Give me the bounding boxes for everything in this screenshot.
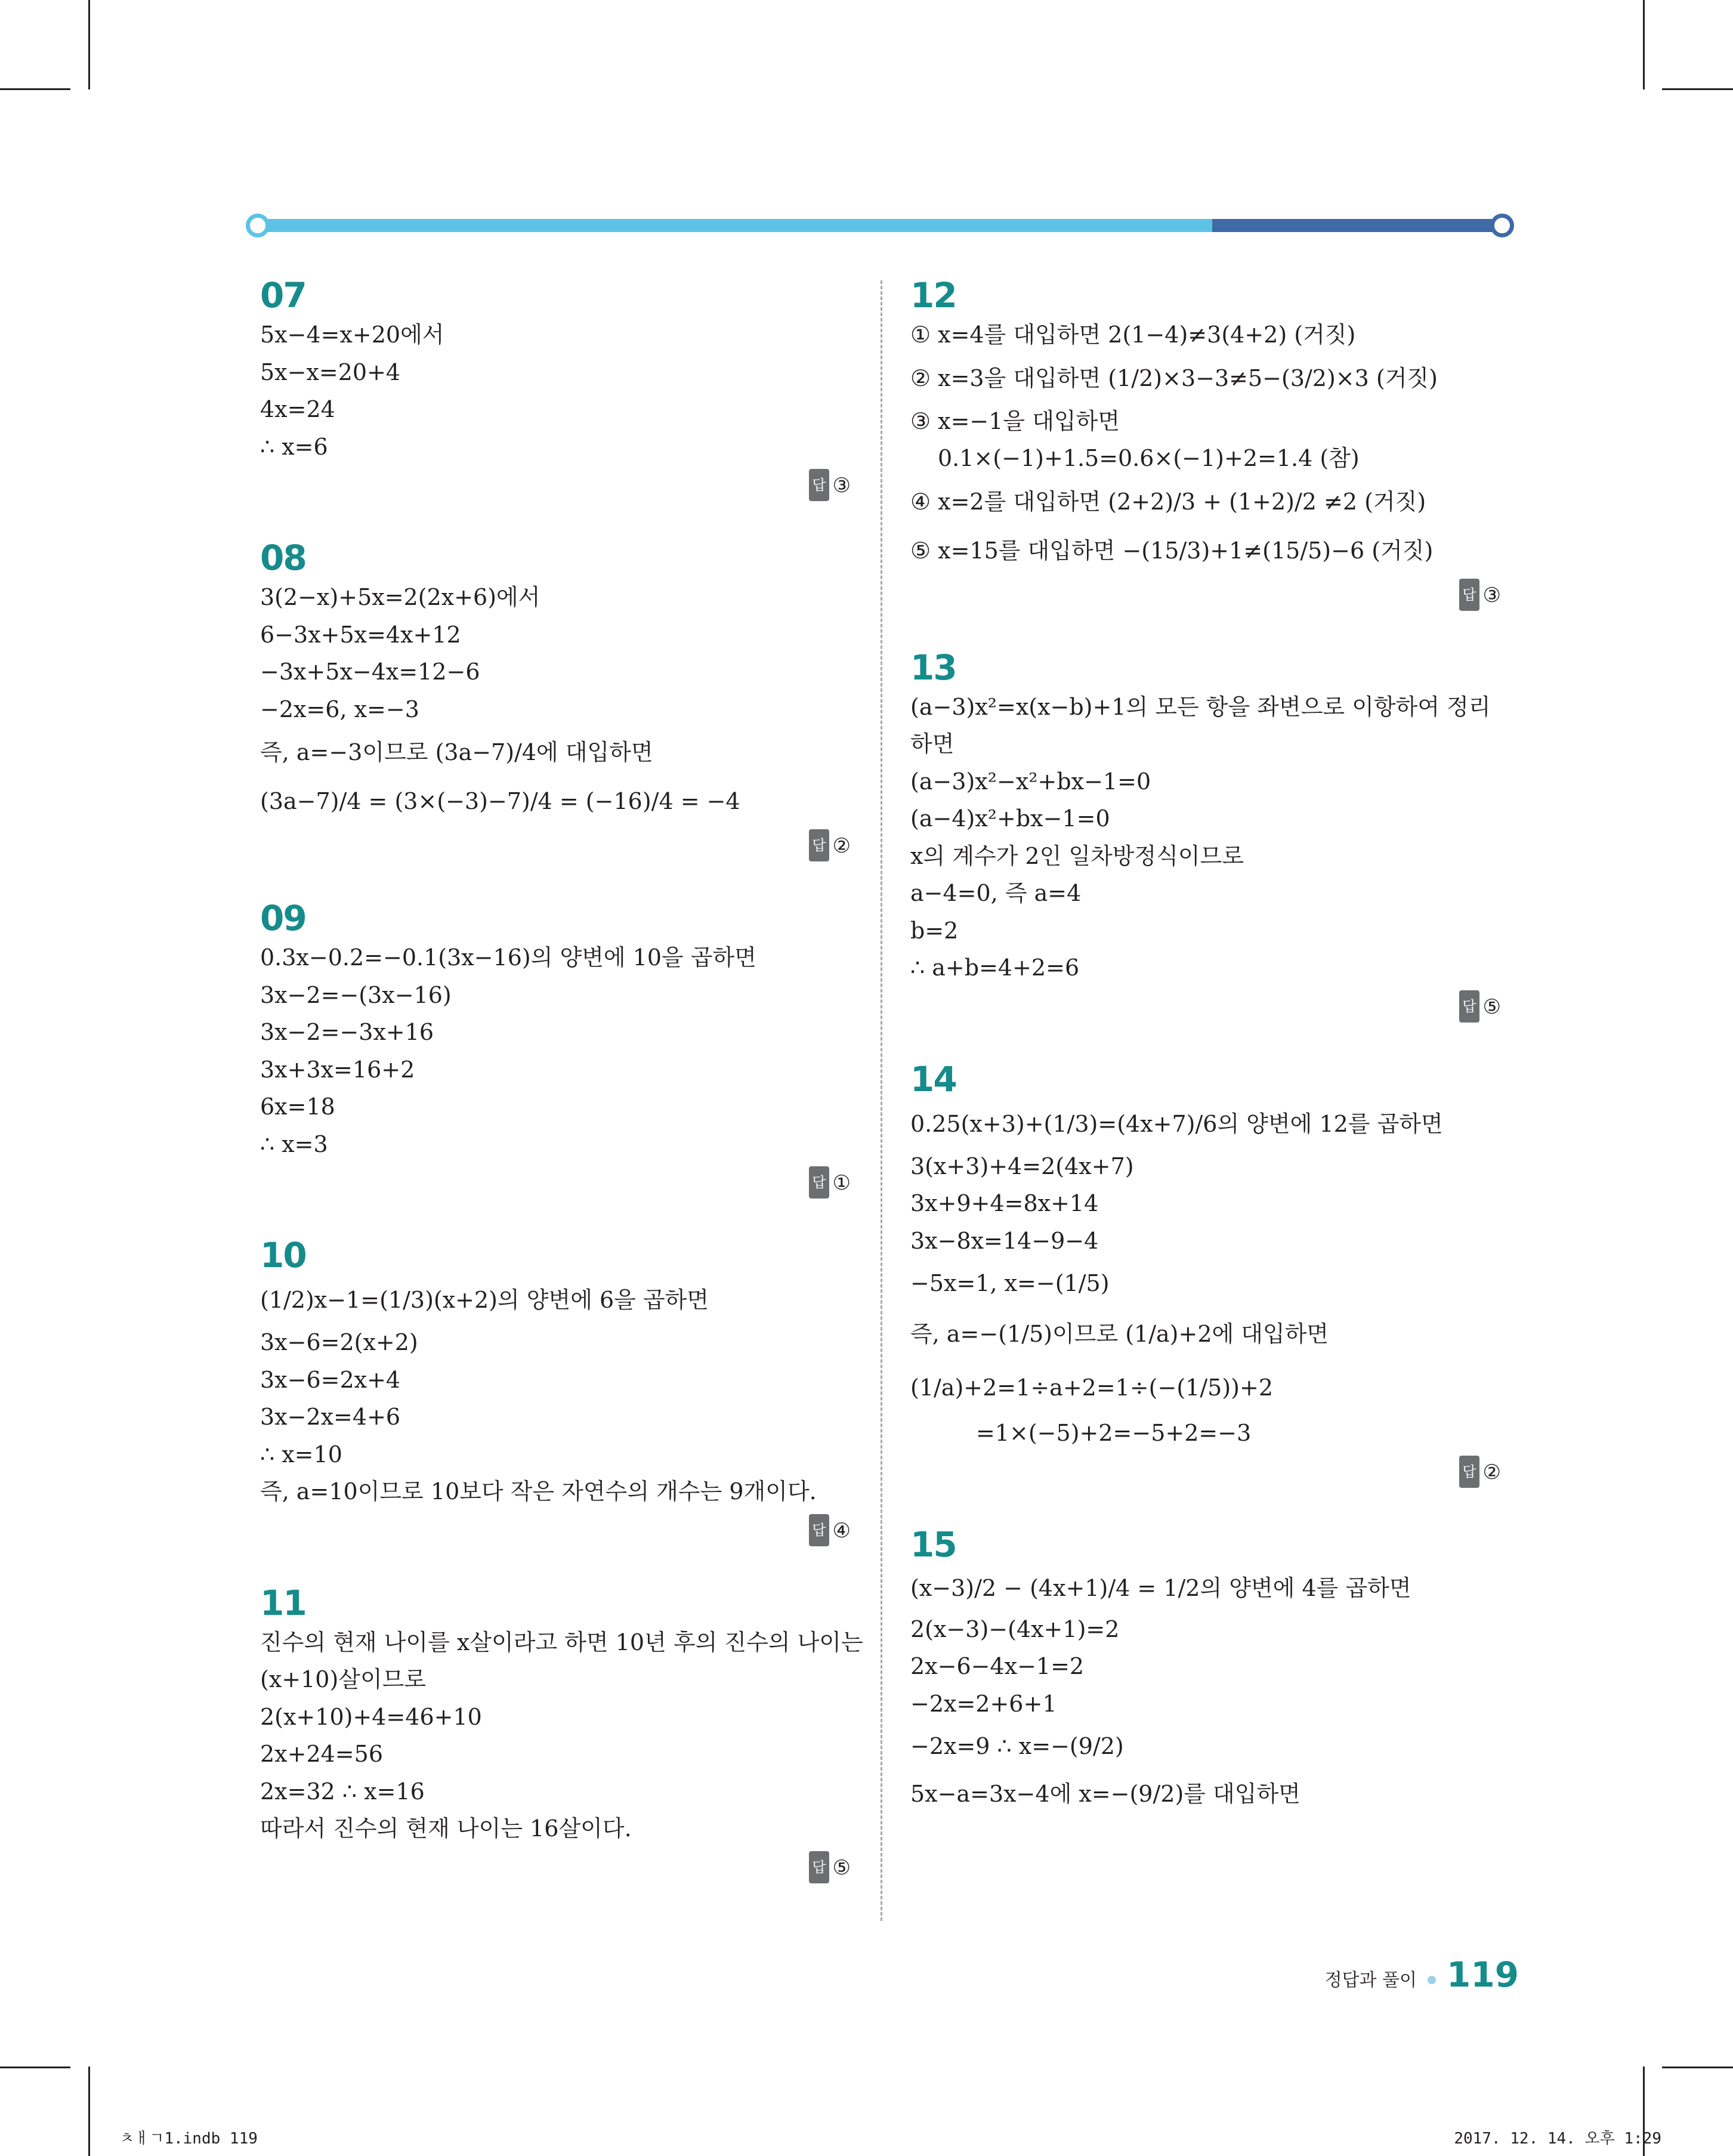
solution-line: 2(x+10)+4=46+10 — [260, 1703, 482, 1730]
solution-line: (x−3)/2 − (4x+1)/4 = 1/2의 양변에 4를 곱하면 — [910, 1574, 1411, 1601]
answer — [260, 469, 851, 501]
solution-line: −2x=2+6+1 — [910, 1690, 1057, 1717]
problem-13 — [910, 647, 1501, 1023]
solution-line: −3x+5x−4x=12−6 — [260, 659, 480, 685]
solution-line: 6−3x+5x=4x+12 — [260, 621, 461, 648]
answer-label: 답 — [1459, 1456, 1479, 1488]
problem-07 — [260, 274, 851, 501]
crop-mark — [1662, 2067, 1733, 2068]
problem-number: 10 — [260, 1235, 306, 1275]
answer-value: ② — [1482, 1460, 1501, 1484]
solution-line: (1/a)+2=1÷a+2=1÷(−(1/5))+2 — [910, 1374, 1273, 1401]
solution-line: ① x=4를 대입하면 2(1−4)≠3(4+2) (거짓) — [910, 322, 1356, 348]
answer-label: 답 — [809, 469, 829, 501]
answer — [260, 1514, 851, 1546]
solution-line: (x+10)살이므로 — [260, 1666, 427, 1692]
solution-line: 0.25(x+3)+(1/3)=(4x+7)/6의 양변에 12를 곱하면 — [910, 1110, 1443, 1137]
header-bar-right-dot — [1490, 214, 1514, 237]
solution-line: 즉, a=−3이므로 (3a−7)/4에 대입하면 — [260, 739, 653, 765]
solution-line: ∴ x=10 — [260, 1441, 342, 1468]
problem-08 — [260, 537, 851, 861]
header-bar-dark — [1212, 219, 1499, 232]
answer-label: 답 — [809, 1851, 829, 1883]
solution-line: 3x−2=−3x+16 — [260, 1019, 434, 1045]
print-file-info: ㅊㅐㄱ1.indb 119 — [119, 2130, 258, 2148]
page-number: 119 — [1447, 1954, 1519, 1995]
solution-line: 4x=24 — [260, 396, 335, 422]
solution-line: 2x=32 ∴ x=16 — [260, 1778, 425, 1805]
solution-line: ③ x=−1을 대입하면 — [910, 407, 1120, 434]
problem-12 — [910, 274, 1501, 611]
solution-line: x의 계수가 2인 일차방정식이므로 — [910, 842, 1244, 869]
solution-line: 0.1×(−1)+1.5=0.6×(−1)+2=1.4 (참) — [938, 445, 1360, 471]
answer — [260, 1851, 851, 1883]
solution-line: a−4=0, 즉 a=4 — [910, 880, 1082, 906]
solution-line: (a−4)x²+bx−1=0 — [910, 805, 1110, 832]
solution-line: 5x−a=3x−4에 x=−(9/2)를 대입하면 — [910, 1781, 1300, 1807]
solution-line: (3a−7)/4 = (3×(−3)−7)/4 = (−16)/4 = −4 — [260, 788, 740, 814]
problem-number: 11 — [260, 1582, 306, 1623]
answer — [910, 990, 1501, 1023]
answer — [260, 829, 851, 861]
solution-line: 진수의 현재 나이를 x살이라고 하면 10년 후의 진수의 나이는 — [260, 1629, 863, 1655]
solution-line: 3x−6=2x+4 — [260, 1366, 401, 1393]
answer-label: 답 — [1459, 579, 1479, 611]
solution-line: 즉, a=−(1/5)이므로 (1/a)+2에 대입하면 — [910, 1321, 1329, 1347]
solution-line: =1×(−5)+2=−5+2=−3 — [976, 1420, 1252, 1446]
right-column — [910, 274, 1501, 1818]
crop-mark — [1643, 0, 1645, 89]
crop-mark — [0, 2067, 70, 2068]
problem-14 — [910, 1058, 1501, 1488]
solution-line: 5x−x=20+4 — [260, 359, 401, 385]
solution-line: b=2 — [910, 917, 959, 944]
problem-number: 14 — [910, 1058, 956, 1099]
solution-line: 3x−6=2(x+2) — [260, 1329, 418, 1355]
crop-mark — [1662, 88, 1733, 90]
solution-line: 2x+24=56 — [260, 1741, 383, 1767]
problem-number: 13 — [910, 647, 956, 688]
answer — [910, 579, 1501, 611]
solution-line: 3x+3x=16+2 — [260, 1056, 415, 1083]
problem-10 — [260, 1234, 851, 1546]
answer-value: ③ — [832, 474, 851, 498]
answer-label: 답 — [809, 1166, 829, 1199]
answer-label: 답 — [809, 1514, 829, 1546]
answer-value: ① — [832, 1171, 851, 1195]
problem-15 — [910, 1524, 1501, 1818]
solution-line: ② x=3을 대입하면 (1/2)×3−3≠5−(3/2)×3 (거짓) — [910, 365, 1438, 391]
solution-line: (1/2)x−1=(1/3)(x+2)의 양변에 6을 곱하면 — [260, 1287, 709, 1313]
solution-line: 2x−6−4x−1=2 — [910, 1653, 1085, 1679]
problem-number: 09 — [260, 898, 306, 938]
solution-line: ∴ x=3 — [260, 1130, 328, 1157]
answer-label: 답 — [1459, 990, 1479, 1023]
crop-mark — [88, 0, 90, 89]
solution-line: ⑤ x=15를 대입하면 −(15/3)+1≠(15/5)−6 (거짓) — [910, 537, 1434, 564]
problem-number: 07 — [260, 275, 306, 316]
answer-value: ⑤ — [832, 1855, 851, 1880]
answer-value: ④ — [832, 1518, 851, 1543]
solution-line: (a−3)x²−x²+bx−1=0 — [910, 768, 1151, 795]
answer-value: ③ — [1482, 583, 1501, 607]
answer-value: ② — [832, 834, 851, 858]
solution-line: 따라서 진수의 현재 나이는 16살이다. — [260, 1815, 632, 1842]
solution-line: 즉, a=10이므로 10보다 작은 자연수의 개수는 9개이다. — [260, 1478, 817, 1505]
solution-line: ∴ x=6 — [260, 433, 328, 460]
problem-number: 12 — [910, 275, 956, 316]
solution-line: 3x−2=−(3x−16) — [260, 981, 452, 1008]
solution-line: −2x=6, x=−3 — [260, 696, 419, 722]
solution-line: 3x−2x=4+6 — [260, 1404, 401, 1430]
solution-line: 3(2−x)+5x=2(2x+6)에서 — [260, 584, 540, 610]
solution-line: (a−3)x²=x(x−b)+1의 모든 항을 좌변으로 이항하여 정리 — [910, 693, 1491, 720]
problem-number: 08 — [260, 538, 306, 578]
answer — [910, 1456, 1501, 1488]
solution-line: 6x=18 — [260, 1094, 335, 1120]
header-bar-left-dot — [246, 214, 270, 237]
answer-label: 답 — [809, 829, 829, 861]
solution-line: 3x+9+4=8x+14 — [910, 1190, 1099, 1216]
section-label: 정답과 풀이 — [1324, 1970, 1417, 1991]
solution-line: −2x=9 ∴ x=−(9/2) — [910, 1733, 1124, 1759]
solution-line: 2(x−3)−(4x+1)=2 — [910, 1616, 1120, 1642]
solution-line: 하면 — [910, 731, 954, 757]
solution-line: ④ x=2를 대입하면 (2+2)/3 + (1+2)/2 ≠2 (거짓) — [910, 488, 1426, 515]
header-bar-light — [258, 219, 1212, 232]
solution-line: ∴ a+b=4+2=6 — [910, 955, 1080, 981]
crop-mark — [0, 88, 70, 90]
answer — [260, 1166, 851, 1199]
footer-dot — [1428, 1976, 1436, 1984]
solution-line: −5x=1, x=−(1/5) — [910, 1270, 1110, 1296]
column-divider — [881, 280, 882, 1921]
solution-line: 3x−8x=14−9−4 — [910, 1227, 1099, 1254]
crop-mark — [88, 2067, 90, 2156]
solution-line: 5x−4=x+20에서 — [260, 322, 444, 348]
problem-number: 15 — [910, 1524, 956, 1565]
solution-line: 3(x+3)+4=2(4x+7) — [910, 1153, 1134, 1179]
left-column — [260, 274, 863, 1883]
print-timestamp: 2017. 12. 14. 오후 1:29 — [1454, 2130, 1661, 2148]
solution-line: 0.3x−0.2=−0.1(3x−16)의 양변에 10을 곱하면 — [260, 944, 756, 971]
problem-11 — [260, 1582, 863, 1883]
problem-09 — [260, 897, 851, 1199]
answer-value: ⑤ — [1482, 994, 1501, 1019]
